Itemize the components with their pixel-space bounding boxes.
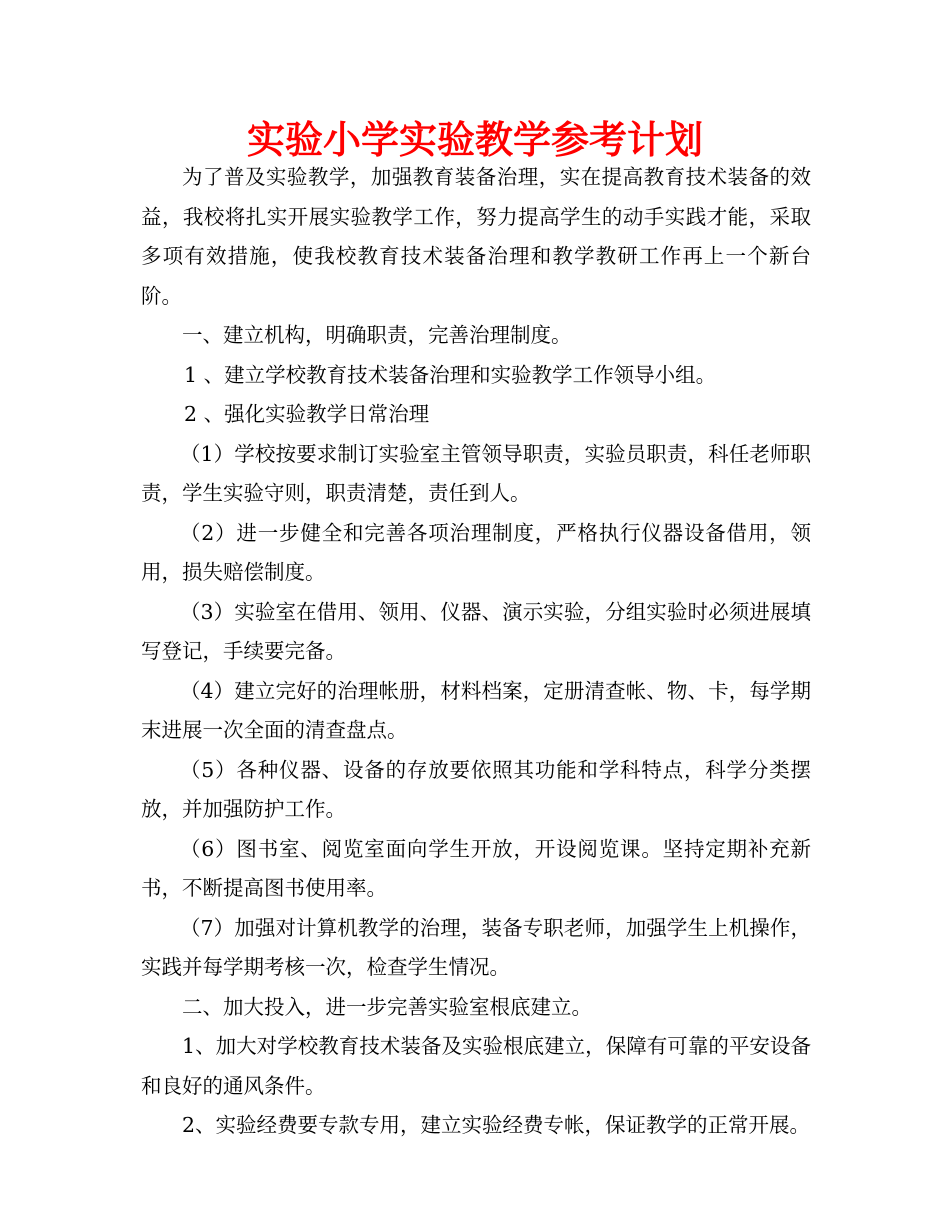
list-item-1: 1 、建立学校教育技术装备治理和实验教学工作领导小组。 [184,362,717,387]
sub-item-2: （2）进一步健全和完善各项治理制度，严格执行仪器设备借用，领用，损失赔偿制度。 [141,520,811,584]
sub-item-6: （6）图书室、阅览室面向学生开放，开设阅览课。坚持定期补充新书，不断提高图书使用率。 [141,836,811,900]
list-item-4: 2、实验经费要专款专用，建立实验经费专帐，保证教学的正常开展。 [182,1113,811,1137]
sub-item-3: （3）实验室在借用、领用、仪器、演示实验，分组实验时必须进展填写登记，手续要完备。 [141,599,811,663]
paragraph-intro: 为了普及实验教学，加强教育装备治理，实在提高教育技术装备的效益，我校将扎实开展实验教学工作，努力提高学生的动手实践才能，采取多项有效措施，使我校教育技术装备治理和教学教研工作再上一个新台阶。 [141,165,811,308]
sub-item-1: （1）学校按要求制订实验室主管领导职责，实验员职责，科任老师职责，学生实验守则，职责清楚，责任到人。 [141,441,811,505]
list-item-3: 1、加大对学校教育技术装备及实验根底建立，保障有可靠的平安设备和良好的通风条件。 [141,1034,811,1098]
list-item-2: 2 、强化实验教学日常治理 [184,402,430,426]
document-title: 实验小学实验教学参考计划 [246,118,703,162]
sub-item-4: （4）建立完好的治理帐册，材料档案，定册清查帐、物、卡，每学期末进展一次全面的清查盘点。 [141,678,811,742]
document-body [141,158,811,1146]
sub-item-5: （5）各种仪器、设备的存放要依照其功能和学科特点，科学分类摆放，并加强防护工作。 [141,757,811,821]
section-heading-1: 一、建立机构，明确职责，完善治理制度。 [182,323,572,347]
section-heading-2: 二、加大投入，进一步完善实验室根底建立。 [182,994,592,1019]
sub-item-7: （7）加强对计算机教学的治理，装备专职老师，加强学生上机操作，实践并每学期考核一次，检查学生情况。 [141,915,811,979]
